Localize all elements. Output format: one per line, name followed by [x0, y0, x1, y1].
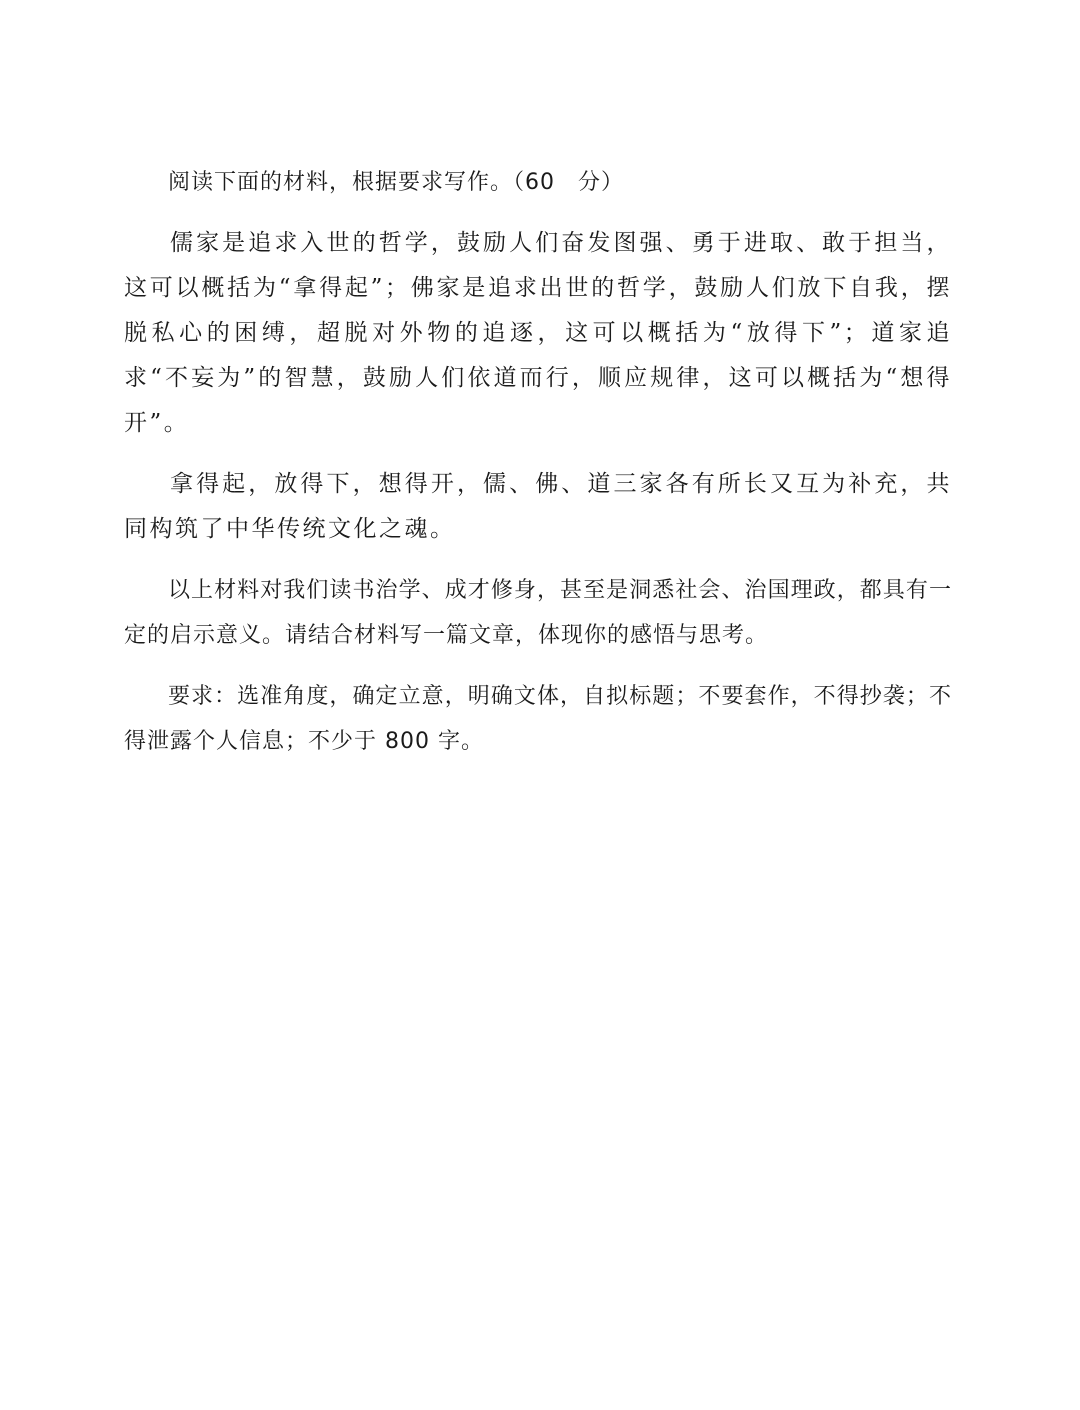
task-paragraph: 以上材料对我们读书治学、成才修身，甚至是洞悉社会、治国理政，都具有一定的启示意义。请结合材料写一篇文章，体现你的感悟与思考。: [124, 578, 952, 648]
instruction-paragraph: 阅读下面的材料，根据要求写作。（60 分）: [168, 170, 624, 195]
essay-prompt-content: [124, 160, 952, 780]
material-paragraph-2: 拿得起，放得下，想得开，儒、佛、道三家各有所长又互为补充，共同构筑了中华传统文化之魂。: [124, 471, 952, 542]
requirements-paragraph: 要求：选准角度，确定立意，明确文体，自拟标题；不要套作，不得抄袭；不得泄露个人信息；不少于 800 字。: [124, 684, 952, 754]
material-paragraph-1: 儒家是追求入世的哲学，鼓励人们奋发图强、勇于进取、敢于担当，这可以概括为“拿得起”；佛家是追求出世的哲学，鼓励人们放下自我，摆脱私心的困缚，超脱对外物的追逐，这可以概括为“放得下”；道家追求“不妄为”的智慧，鼓励人们依道而行，顺应规律，这可以概括为“想得开”。: [124, 230, 952, 436]
